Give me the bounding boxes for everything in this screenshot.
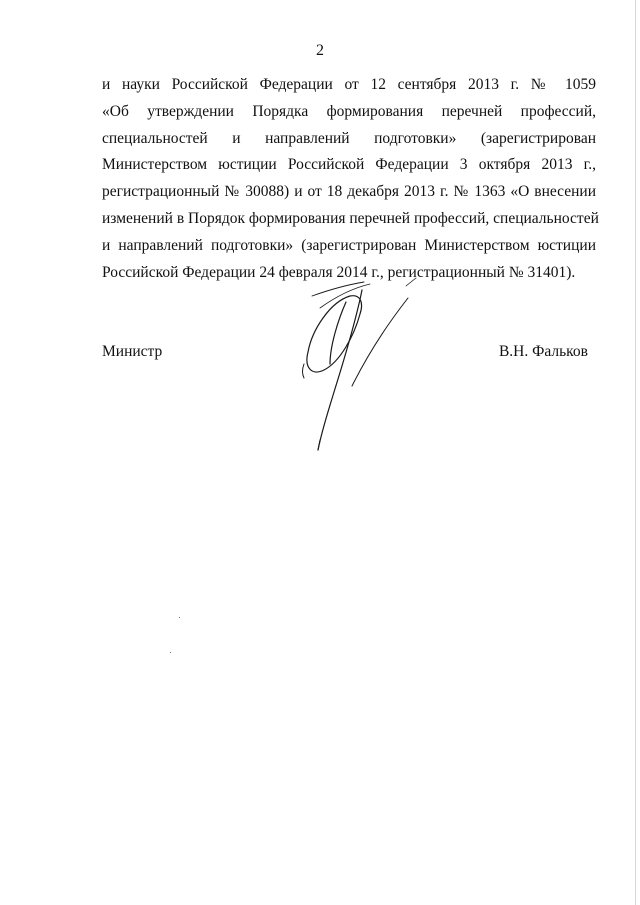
text-line: Российской Федерации 24 февраля 2014 г., регистрационный № 31401). [102, 263, 576, 281]
text-line: «Об утверждении Порядка формирования перечней профессий, [102, 102, 596, 120]
text-line: специальностей и направлений подготовки» (зарегистрирован [102, 129, 596, 147]
signature-icon [290, 268, 430, 458]
text-line: регистрационный № 30088) и от 18 декабря 2013 г. № 1363 «О внесении [102, 183, 596, 201]
text-line: и направлений подготовки» (зарегистрирован Министерством юстиции [102, 236, 596, 254]
body-paragraph [102, 72, 599, 286]
text-line: изменений в Порядок формирования перечней профессий, специальностей [102, 209, 599, 227]
page-number: 2 [316, 42, 324, 59]
scan-speck [179, 617, 180, 618]
text-line: Министерством юстиции Российской Федерации 3 октября 2013 г., [102, 156, 596, 174]
page-edge [635, 0, 636, 905]
signatory-position: Министр [102, 343, 163, 360]
scan-speck [170, 652, 171, 653]
text-line: и науки Российской Федерации от 12 сентября 2013 г. № 1059 [102, 76, 596, 93]
signatory-name: В.Н. Фальков [498, 343, 588, 360]
